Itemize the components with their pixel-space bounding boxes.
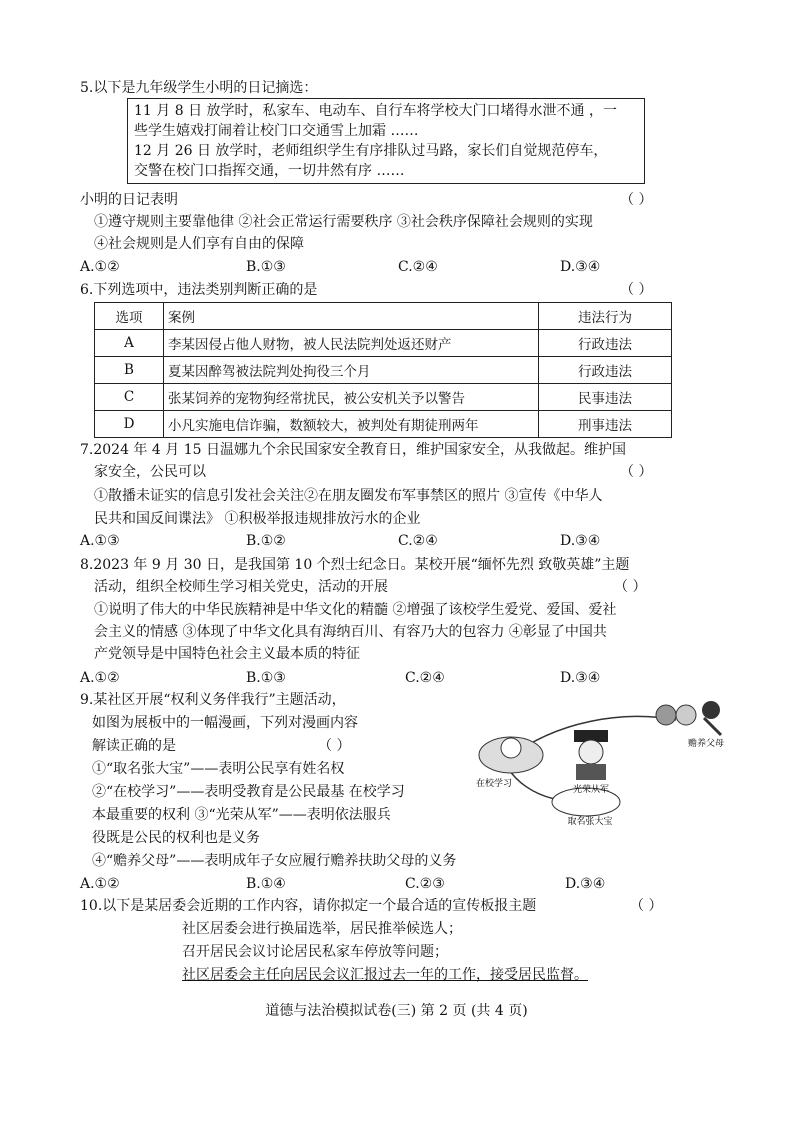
q7-line-3: ①散播未证实的信息引发社会关注②在朋友圈发布军事禁区的照片 ③宣传《中华人 xyxy=(94,488,603,504)
q7-line-1: 7.2024 年 4 月 15 日温娜九个余民国家安全教育日，维护国家安全，从我做起。维护国 xyxy=(80,442,626,458)
q5-option-d: D.③④ xyxy=(560,259,601,275)
q7-option-b: B.①② xyxy=(246,533,286,549)
table-cell: 夏某因醉驾被法院判处拘役三个月 xyxy=(164,357,539,384)
q6-answer-paren: （ ） xyxy=(620,282,653,298)
q9-line-1: 9.某社区开展“权利义务伴我行”主题活动， xyxy=(80,692,346,708)
q9-option-a: A.①② xyxy=(80,876,120,892)
page-footer: 道德与法治模拟试卷(三) 第 2 页 (共 4 页) xyxy=(265,1003,528,1019)
q5-answer-paren: （ ） xyxy=(620,192,653,208)
q10-answer-paren: （ ） xyxy=(630,898,663,914)
table-cell: 行政违法 xyxy=(539,330,672,357)
table-cell: A xyxy=(95,330,164,357)
q10-item-2: 召开居民会议讨论居民私家车停放等问题； xyxy=(182,944,448,960)
q9-option-b: B.①④ xyxy=(246,876,286,892)
table-header-cell: 违法行为 xyxy=(539,303,672,330)
q5-item-line-2: ④社会规则是人们享有自由的保障 xyxy=(94,236,304,252)
q9-answer-paren: （ ） xyxy=(318,738,351,754)
q9-line-6: 本最重要的权利 ③“光荣从军”——表明依法服兵 xyxy=(92,807,391,823)
table-header-cell: 案例 xyxy=(164,303,539,330)
table-cell: B xyxy=(95,357,164,384)
q8-line-1: 8.2023 年 9 月 30 日，是我国第 10 个烈士纪念日。某校开展“缅怀先烈 致敬英雄”主题 xyxy=(80,557,630,573)
q5-item-line-1: ①遵守规则主要靠他律 ②社会正常运行需要秩序 ③社会秩序保障社会规则的实现 xyxy=(94,214,593,230)
q5-diary-line-3: 12 月 26 日 放学时，老师组织学生有序排队过马路，家长们自觉规范停车， xyxy=(134,143,608,159)
comic-label-join-army: 光荣从军 xyxy=(572,785,610,795)
q5-question: 小明的日记表明 xyxy=(80,192,178,208)
table-cell: 行政违法 xyxy=(539,357,672,384)
q5-diary-line-4: 交警在校门口指挥交通，一切井然有序 …… xyxy=(134,163,405,179)
q9-line-4: ①“取名张大宝”——表明公民享有姓名权 xyxy=(92,761,345,777)
q8-option-c: C.②④ xyxy=(405,670,445,686)
q7-line-4: 民共和国反间谍法》 ①积极举报违规排放污水的企业 xyxy=(94,511,421,527)
comic-label-support-parents: 赡养父母 xyxy=(687,739,725,749)
q8-option-b: B.①③ xyxy=(246,670,286,686)
q5-option-a: A.①② xyxy=(80,259,120,275)
q8-line-4: 会主义的情感 ③体现了中华文化具有海纳百川、有容乃大的包容力 ④彰显了中国共 xyxy=(94,624,607,640)
q8-option-a: A.①② xyxy=(80,670,120,686)
table-cell: D xyxy=(95,411,164,438)
q8-line-5: 产党领导是中国特色社会主义最本质的特征 xyxy=(94,646,360,662)
table-cell: 小凡实施电信诈骗，数额较大，被判处有期徒刑两年 xyxy=(164,411,539,438)
q6-case-table xyxy=(94,302,672,438)
table-cell: 民事违法 xyxy=(539,384,672,411)
q5-diary-line-1: 11 月 8 日 放学时，私家车、电动车、自行车将学校大门口堵得水泄不通 ，一 xyxy=(134,103,617,119)
table-header-row xyxy=(95,303,672,330)
table-cell: C xyxy=(95,384,164,411)
comic-label-school-study: 在校学习 xyxy=(475,779,513,789)
table-row xyxy=(95,384,672,411)
q8-answer-paren: （ ） xyxy=(614,579,647,595)
q9-comic-illustration xyxy=(466,690,738,830)
q9-line-7: 役既是公民的权利也是义务 xyxy=(92,830,260,846)
comic-label-name-zhang: 取名张大宝 xyxy=(567,817,613,827)
q9-option-c: C.②③ xyxy=(405,876,445,892)
table-header-cell: 选项 xyxy=(95,303,164,330)
q5-option-b: B.①③ xyxy=(246,259,286,275)
q10-stem: 10.以下是某居委会近期的工作内容，请你拟定一个最合适的宣传板报主题 xyxy=(80,898,537,914)
table-cell: 张某饲养的宠物狗经常扰民，被公安机关予以警告 xyxy=(164,384,539,411)
q7-answer-paren: （ ） xyxy=(620,464,653,480)
q8-line-3: ①说明了伟大的中华民族精神是中华文化的精髓 ②增强了该校学生爱党、爱国、爱社 xyxy=(94,602,617,618)
q7-option-a: A.①③ xyxy=(80,533,120,549)
q7-option-d: D.③④ xyxy=(560,533,601,549)
q8-option-d: D.③④ xyxy=(560,670,601,686)
table-row xyxy=(95,411,672,438)
table-cell: 刑事违法 xyxy=(539,411,672,438)
table-cell: 李某因侵占他人财物，被人民法院判处返还财产 xyxy=(164,330,539,357)
q5-stem: 5.以下是九年级学生小明的日记摘选： xyxy=(80,80,318,96)
q9-line-8: ④“赡养父母”——表明成年子女应履行赡养扶助父母的义务 xyxy=(92,853,457,869)
q10-item-3: 社区居委会主任向居民会议汇报过去一年的工作，接受居民监督。 xyxy=(182,967,588,983)
q5-option-c: C.②④ xyxy=(398,259,438,275)
q9-option-d: D.③④ xyxy=(565,876,606,892)
q5-diary-box xyxy=(127,98,645,184)
table-row xyxy=(95,357,672,384)
q9-line-5: ②“在校学习”——表明受教育是公民最基 在校学习 xyxy=(92,784,405,800)
table-row xyxy=(95,330,672,357)
q7-option-c: C.②④ xyxy=(398,533,438,549)
q6-stem: 6.下列选项中，违法类别判断正确的是 xyxy=(80,282,318,298)
q9-line-2: 如图为展板中的一幅漫画，下列对漫画内容 xyxy=(92,715,358,731)
q7-line-2: 家安全，公民可以 xyxy=(94,464,206,480)
q5-diary-line-2: 些学生嬉戏打闹着让校门口交通雪上加霜 …… xyxy=(134,123,419,139)
q8-line-2: 活动，组织全校师生学习相关党史，活动的开展 xyxy=(94,579,388,595)
q9-line-3: 解读正确的是 xyxy=(92,738,176,754)
q10-item-1: 社区居委会进行换届选举，居民推举候选人； xyxy=(182,921,462,937)
